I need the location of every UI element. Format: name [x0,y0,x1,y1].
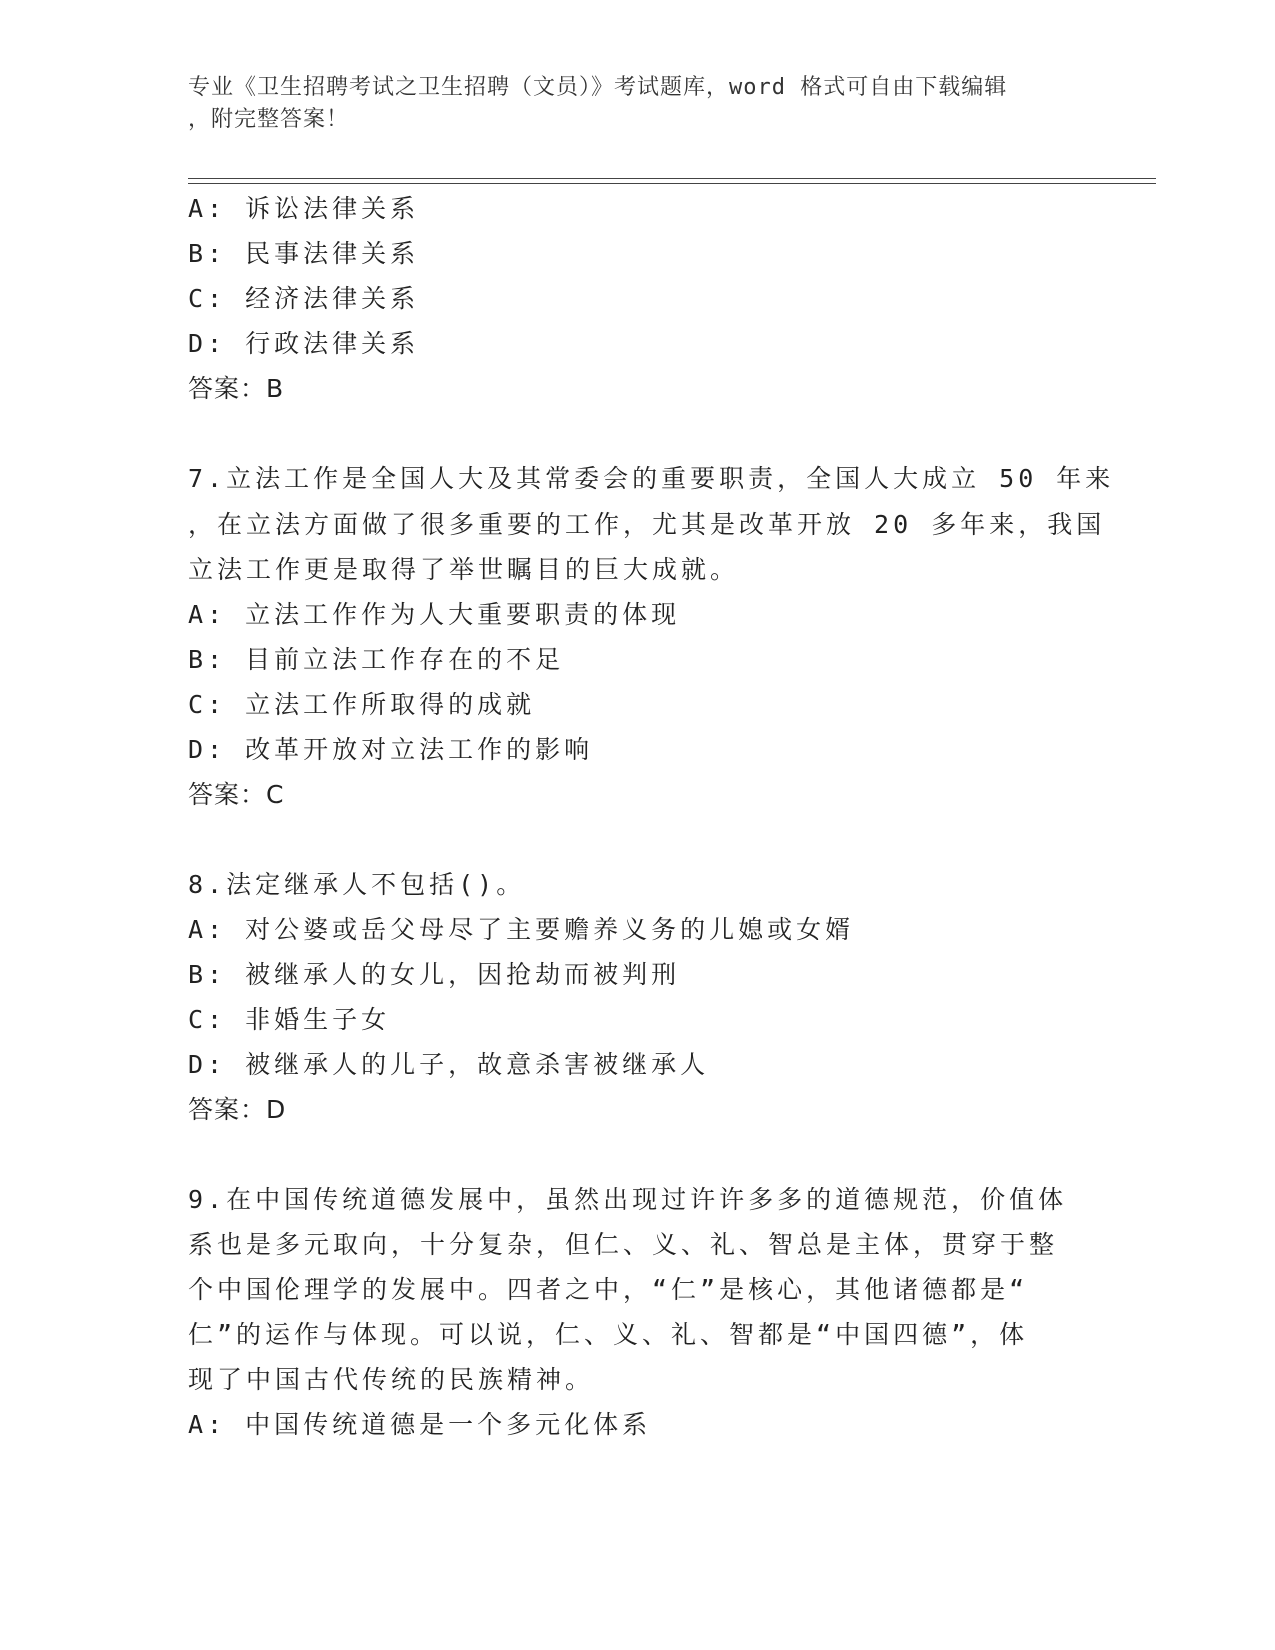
q6-option-d: D: 行政法律关系 [188,329,420,358]
q8-option-c: C: 非婚生子女 [188,1005,391,1034]
header-divider-top [188,178,1156,179]
q8-stem-line-1: 8.法定继承人不包括()。 [188,870,526,899]
q9-stem-line-3: 个中国伦理学的发展中。四者之中，“仁”是核心，其他诸德都是“ [188,1275,1029,1304]
document-header [188,72,1068,136]
q8-option-d: D: 被继承人的儿子，故意杀害被继承人 [188,1050,710,1079]
q6-option-c: C: 经济法律关系 [188,284,420,313]
q9-option-a: A: 中国传统道德是一个多元化体系 [188,1410,652,1439]
q9-stem-line-1: 9.在中国传统道德发展中，虽然出现过许许多多的道德规范，价值体 [188,1185,1068,1214]
q7-option-a: A: 立法工作作为人大重要职责的体现 [188,600,681,629]
q7-answer: 答案：C [188,780,285,809]
q7-stem-line-1: 7.立法工作是全国人大及其常委会的重要职责，全国人大成立 50 年来 [188,464,1115,493]
q7-stem-line-2: ，在立法方面做了很多重要的工作，尤其是改革开放 20 多年来，我国 [188,510,1106,539]
header-line-1: 专业《卫生招聘考试之卫生招聘（文员）》考试题库，word 格式可自由下载编辑 [188,75,1008,100]
q6-answer: 答案：B [188,374,285,403]
q7-option-d: D: 改革开放对立法工作的影响 [188,735,594,764]
q8-option-b: B: 被继承人的女儿，因抢劫而被判刑 [188,960,681,989]
q8-option-a: A: 对公婆或岳父母尽了主要赡养义务的儿媳或女婿 [188,915,855,944]
q9-stem-line-4: 仁”的运作与体现。可以说，仁、义、礼、智都是“中国四德”，体 [188,1320,1029,1349]
header-line-2: ，附完整答案！ [188,107,350,132]
q9-stem-line-2: 系也是多元取向，十分复杂，但仁、义、礼、智总是主体，贯穿于整 [188,1230,1059,1259]
q7-option-c: C: 立法工作所取得的成就 [188,690,536,719]
header-divider-bottom [188,183,1156,184]
q7-option-b: B: 目前立法工作存在的不足 [188,645,565,674]
q8-answer: 答案：D [188,1095,287,1124]
q9-stem-line-5: 现了中国古代传统的民族精神。 [188,1365,595,1394]
q6-option-a: A: 诉讼法律关系 [188,194,420,223]
q6-option-b: B: 民事法律关系 [188,239,420,268]
q7-stem-line-3: 立法工作更是取得了举世瞩目的巨大成就。 [188,555,740,584]
